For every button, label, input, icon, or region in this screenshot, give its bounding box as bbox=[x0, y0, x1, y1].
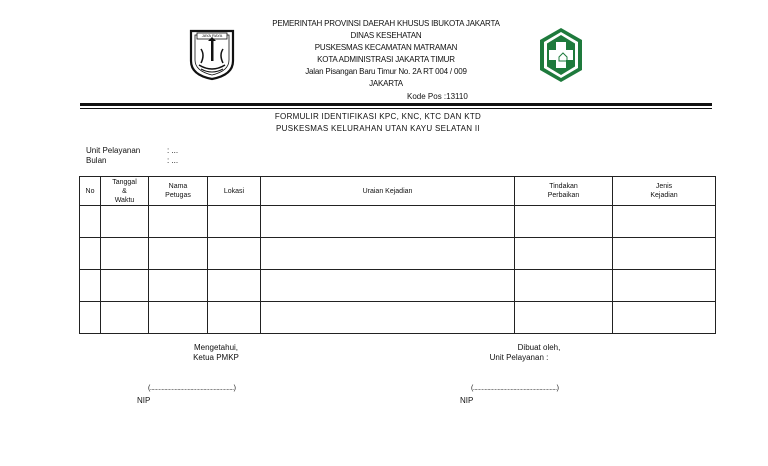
table-cell[interactable] bbox=[80, 302, 101, 334]
logo-banner-text: JAYA RAYA bbox=[201, 33, 223, 38]
table-cell[interactable] bbox=[515, 238, 613, 270]
unit-value: : ... bbox=[167, 146, 179, 155]
table-cell[interactable] bbox=[261, 302, 515, 334]
table-cell[interactable] bbox=[208, 238, 261, 270]
header-divider-thick bbox=[80, 103, 712, 106]
incident-table bbox=[79, 176, 716, 334]
header-agency: DINAS KESEHATAN bbox=[350, 31, 422, 40]
table-row bbox=[80, 302, 716, 334]
table-cell[interactable] bbox=[101, 270, 149, 302]
table-header-row bbox=[80, 177, 716, 206]
table-cell[interactable] bbox=[261, 270, 515, 302]
header-puskesmas: PUSKESMAS KECAMATAN MATRAMAN bbox=[314, 43, 458, 52]
table-cell[interactable] bbox=[613, 206, 716, 238]
table-cell[interactable] bbox=[613, 238, 716, 270]
form-title: FORMULIR IDENTIFIKASI KPC, KNC, KTC DAN KTD bbox=[274, 112, 482, 121]
col-tanggal-waktu: Tanggal & Waktu bbox=[101, 177, 149, 206]
header-jakarta: JAKARTA bbox=[369, 79, 403, 88]
unit-label: Unit Pelayanan bbox=[86, 146, 141, 155]
table-cell[interactable] bbox=[80, 270, 101, 302]
table-row bbox=[80, 270, 716, 302]
table-cell[interactable] bbox=[149, 238, 208, 270]
sig-left-role: Ketua PMKP bbox=[193, 353, 239, 362]
table-cell[interactable] bbox=[208, 302, 261, 334]
table-cell[interactable] bbox=[613, 302, 716, 334]
table-cell[interactable] bbox=[149, 206, 208, 238]
table-cell[interactable] bbox=[261, 206, 515, 238]
table-cell[interactable] bbox=[149, 270, 208, 302]
header-postal-code: Kode Pos :13110 bbox=[407, 92, 468, 101]
col-no: No bbox=[80, 177, 101, 206]
sig-right-role: Unit Pelayanan : bbox=[489, 353, 549, 362]
header-address: Jalan Pisangan Baru Timur No. 2A RT 004 / 009 bbox=[305, 67, 467, 76]
form-subtitle: PUSKESMAS KELURAHAN UTAN KAYU SELATAN II bbox=[276, 124, 480, 133]
header-city: KOTA ADMINISTRASI JAKARTA TIMUR bbox=[317, 55, 455, 64]
col-uraian-kejadian: Uraian Kejadian bbox=[261, 177, 515, 206]
sig-left-nip: NIP bbox=[137, 396, 151, 405]
table-row bbox=[80, 238, 716, 270]
table-row bbox=[80, 206, 716, 238]
table-cell[interactable] bbox=[515, 206, 613, 238]
header-province: PEMERINTAH PROVINSI DAERAH KHUSUS IBUKOTA JAKARTA bbox=[272, 19, 500, 28]
puskesmas-cross-logo bbox=[537, 26, 585, 84]
col-tindakan-perbaikan: Tindakan Perbaikan bbox=[515, 177, 613, 206]
table-cell[interactable] bbox=[208, 206, 261, 238]
table-cell[interactable] bbox=[515, 302, 613, 334]
table-cell[interactable] bbox=[208, 270, 261, 302]
header-divider-thin bbox=[80, 108, 712, 109]
table-cell[interactable] bbox=[515, 270, 613, 302]
col-jenis-kejadian: Jenis Kejadian bbox=[613, 177, 716, 206]
table-cell[interactable] bbox=[101, 302, 149, 334]
col-lokasi: Lokasi bbox=[208, 177, 261, 206]
col-nama-petugas: Nama Petugas bbox=[149, 177, 208, 206]
table-cell[interactable] bbox=[101, 206, 149, 238]
sig-left-acknowledged: Mengetahui, bbox=[193, 343, 239, 352]
sig-right-prepared: Dibuat oleh, bbox=[517, 343, 561, 352]
table-cell[interactable] bbox=[101, 238, 149, 270]
bulan-label: Bulan bbox=[86, 156, 107, 165]
bulan-value: : ... bbox=[167, 156, 179, 165]
table-cell[interactable] bbox=[149, 302, 208, 334]
sig-right-name-line: (..........................................................) bbox=[471, 385, 559, 392]
sig-left-name-line: (..........................................................) bbox=[148, 385, 236, 392]
table-cell[interactable] bbox=[261, 238, 515, 270]
sig-right-nip: NIP bbox=[460, 396, 474, 405]
table-cell[interactable] bbox=[613, 270, 716, 302]
table-cell[interactable] bbox=[80, 238, 101, 270]
table-cell[interactable] bbox=[80, 206, 101, 238]
